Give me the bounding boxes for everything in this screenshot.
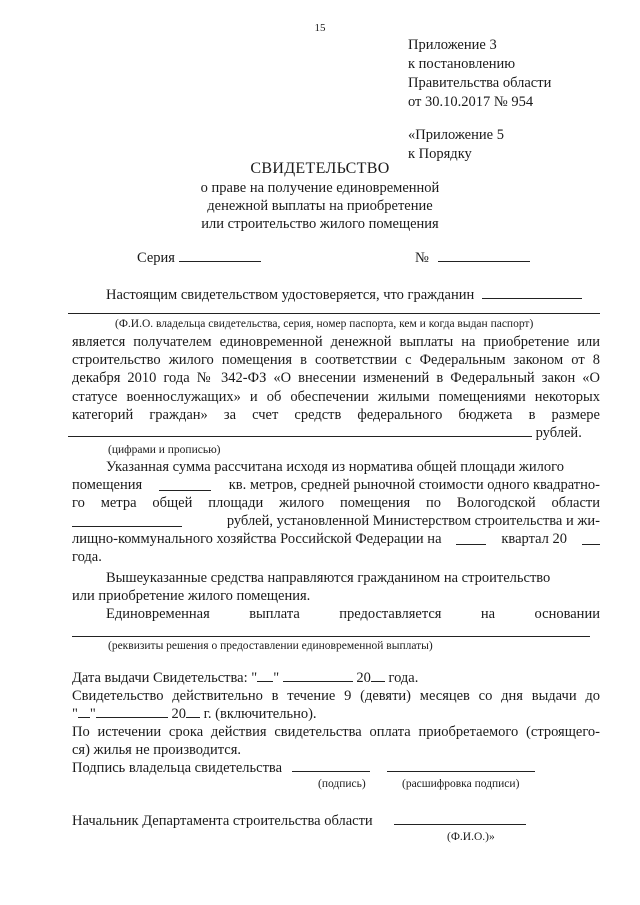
head-name-field[interactable]	[394, 812, 526, 825]
page-number: 15	[314, 22, 326, 34]
number-field[interactable]	[438, 249, 530, 262]
caption-head: (Ф.И.О.)»	[447, 831, 495, 843]
appendix-line: «Приложение 5	[408, 127, 504, 143]
area-row	[72, 476, 600, 494]
text-segment: помещения	[72, 477, 143, 493]
appendix-line: Правительства области	[408, 75, 552, 91]
valid-month-field[interactable]	[96, 705, 168, 718]
text-line: Вышеуказанные средства направляются гражданином на строительство	[106, 570, 551, 586]
subtitle-line: или строительство жилого помещения	[201, 216, 439, 232]
certify-row	[106, 286, 582, 304]
issue-date-row	[72, 669, 418, 687]
owner-name-decode-field[interactable]	[387, 759, 535, 772]
valid-year-field[interactable]	[186, 705, 200, 718]
appendix-order-block	[408, 126, 504, 164]
text-line: категорий граждан» за счет средств федерального бюджета в размере	[72, 406, 600, 423]
number-row	[415, 249, 530, 267]
price-row	[72, 512, 600, 530]
caption-fio: (Ф.И.О. владельца свидетельства, серия, номер паспорта, кем и когда выдан паспорт)	[115, 318, 534, 330]
document-title: СВИДЕТЕЛЬСТВО	[250, 160, 390, 177]
text-segment: кв. метров, средней рыночной стоимости одного квадратно-	[228, 477, 600, 493]
quote-mark: "	[72, 706, 78, 722]
text-line: ся) жилья не производится.	[72, 742, 242, 758]
caption-amount: (цифрами и прописью)	[108, 444, 221, 456]
rubles-label: рублей.	[535, 425, 582, 441]
text-segment: предоставляется	[339, 606, 442, 622]
number-label: №	[415, 250, 429, 266]
appendix-line: от 30.10.2017 № 954	[408, 94, 534, 110]
text-segment: выплата	[249, 606, 300, 622]
text-segment: рублей, установленной Министерством строительства и жи-	[226, 513, 600, 529]
issue-day-field[interactable]	[257, 669, 273, 682]
series-row	[137, 249, 261, 267]
caption-requisites: (реквизиты решения о предоставлении единовременной выплаты)	[108, 640, 433, 652]
basis-row	[106, 605, 600, 623]
issue-month-field[interactable]	[283, 669, 353, 682]
caption-signature: (подпись)	[318, 778, 366, 790]
amount-field[interactable]	[68, 424, 532, 437]
quarter-row	[72, 530, 600, 548]
owner-signature-label: Подпись владельца свидетельства	[72, 760, 283, 776]
text-line: строительство жилого помещения в соответствии с Федеральным законом от 8	[72, 352, 600, 369]
year-prefix: 20	[171, 706, 186, 722]
quarter-field[interactable]	[456, 532, 486, 545]
paragraph-recipient	[72, 333, 600, 424]
text-segment: на	[480, 606, 496, 622]
appendix-line: Приложение 3	[408, 37, 497, 53]
appendix-line: к Порядку	[408, 146, 472, 162]
certify-text: Настоящим свидетельством удостоверяется, что гражданин	[106, 287, 475, 303]
text-segment: Единовременная	[106, 606, 210, 622]
appendix-block	[408, 36, 551, 112]
text-line: или приобретение жилого помещения.	[72, 588, 311, 604]
valid-tail: г. (включительно).	[203, 706, 317, 722]
text-segment: лищно-коммунального хозяйства Российской Федерации на	[72, 531, 442, 547]
citizen-name-field[interactable]	[482, 286, 582, 299]
series-field[interactable]	[179, 249, 261, 262]
text-line: Указанная сумма рассчитана исходя из норматива общей площади жилого	[106, 459, 565, 475]
requisites-field[interactable]	[72, 636, 590, 637]
text-line: года.	[72, 549, 102, 565]
amount-row	[68, 424, 582, 442]
text-line: Свидетельство действительно в течение 9 (девяти) месяцев со дня выдачи до	[72, 688, 600, 704]
document-subtitle	[0, 179, 640, 233]
caption-decode: (расшифровка подписи)	[402, 778, 520, 790]
text-segment: квартал 20	[501, 531, 568, 547]
text-segment: основании	[534, 606, 600, 622]
issue-year-field[interactable]	[371, 669, 385, 682]
area-field[interactable]	[159, 478, 211, 491]
head-label: Начальник Департамента строительства области	[72, 813, 373, 829]
price-field[interactable]	[72, 514, 182, 527]
owner-signature-row	[72, 759, 535, 777]
head-row	[72, 812, 526, 830]
valid-until-row	[72, 705, 317, 723]
quote-mark: "	[273, 670, 280, 686]
text-line: декабря 2010 года № 342-ФЗ «О внесении изменений в Федеральный закон «О	[72, 370, 600, 387]
issue-date-label: Дата выдачи Свидетельства: "	[72, 670, 258, 686]
text-line: является получателем единовременной денежной выплаты на приобретение или	[72, 334, 600, 350]
year-suffix: года.	[388, 670, 419, 686]
year-prefix: 20	[356, 670, 371, 686]
series-label: Серия	[137, 250, 175, 266]
text-line: го метра общей площади жилого помещения по Вологодской области	[72, 495, 600, 511]
year-field[interactable]	[582, 532, 600, 545]
subtitle-line: денежной выплаты на приобретение	[207, 198, 433, 214]
valid-day-field[interactable]	[78, 705, 90, 718]
subtitle-line: о праве на получение единовременной	[200, 180, 440, 196]
text-line: статусе военнослужащих» и об обеспечении жилыми помещениями некоторых	[72, 388, 600, 405]
appendix-line: к постановлению	[408, 56, 516, 72]
citizen-details-field[interactable]	[68, 313, 600, 314]
owner-signature-field[interactable]	[292, 759, 370, 772]
quote-mark: "	[89, 706, 96, 722]
text-line: По истечении срока действия свидетельства оплата приобретаемого (строящего-	[72, 724, 600, 740]
